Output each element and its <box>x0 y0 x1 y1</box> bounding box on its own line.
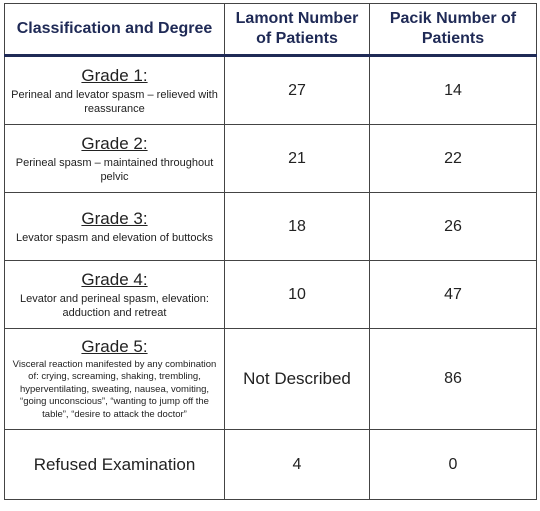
classification-cell <box>5 261 225 329</box>
table-row <box>5 56 537 125</box>
classification-cell <box>5 193 225 261</box>
lamont-value: 10 <box>225 261 370 329</box>
lamont-value: 4 <box>225 430 370 500</box>
header-pacik: Pacik Number of Patients <box>370 4 537 56</box>
refused-label: Refused Examination <box>5 430 225 500</box>
grade-title: Grade 1: <box>81 65 148 85</box>
classification-cell <box>5 56 225 125</box>
grade-title: Grade 2: <box>81 133 148 153</box>
grade-title: Grade 3: <box>81 208 148 228</box>
lamont-value: 21 <box>225 125 370 193</box>
pacik-value: 86 <box>370 329 537 430</box>
grade-title: Grade 4: <box>81 269 148 289</box>
grade-description: Visceral reaction manifested by any combination of: crying, screaming, shaking, trembling, hyperventilating, sweating, nausea, vomiting, “going unconscious”, “wanting to jump off the table”, “desire to attack the doctor” <box>12 358 217 420</box>
grade-title: Grade 5: <box>81 336 148 356</box>
pacik-value: 26 <box>370 193 537 261</box>
classification-table <box>4 3 537 500</box>
lamont-value: 18 <box>225 193 370 261</box>
table-row <box>5 329 537 430</box>
table-row <box>5 193 537 261</box>
pacik-value: 0 <box>370 430 537 500</box>
grade-description: Levator and perineal spasm, elevation: adduction and retreat <box>20 292 209 319</box>
lamont-value: 27 <box>225 56 370 125</box>
pacik-value: 14 <box>370 56 537 125</box>
table-row <box>5 125 537 193</box>
header-lamont: Lamont Number of Patients <box>225 4 370 56</box>
grade-description: Perineal and levator spasm – relieved with reassurance <box>11 88 218 115</box>
classification-cell <box>5 329 225 430</box>
lamont-value: Not Described <box>225 329 370 430</box>
table-row <box>5 430 537 500</box>
classification-cell <box>5 125 225 193</box>
header-classification: Classification and Degree <box>5 4 225 56</box>
grade-description: Levator spasm and elevation of buttocks <box>16 231 213 244</box>
header-row <box>5 4 537 56</box>
table-row <box>5 261 537 329</box>
pacik-value: 47 <box>370 261 537 329</box>
pacik-value: 22 <box>370 125 537 193</box>
grade-description: Perineal spasm – maintained throughout pelvic <box>15 156 214 183</box>
